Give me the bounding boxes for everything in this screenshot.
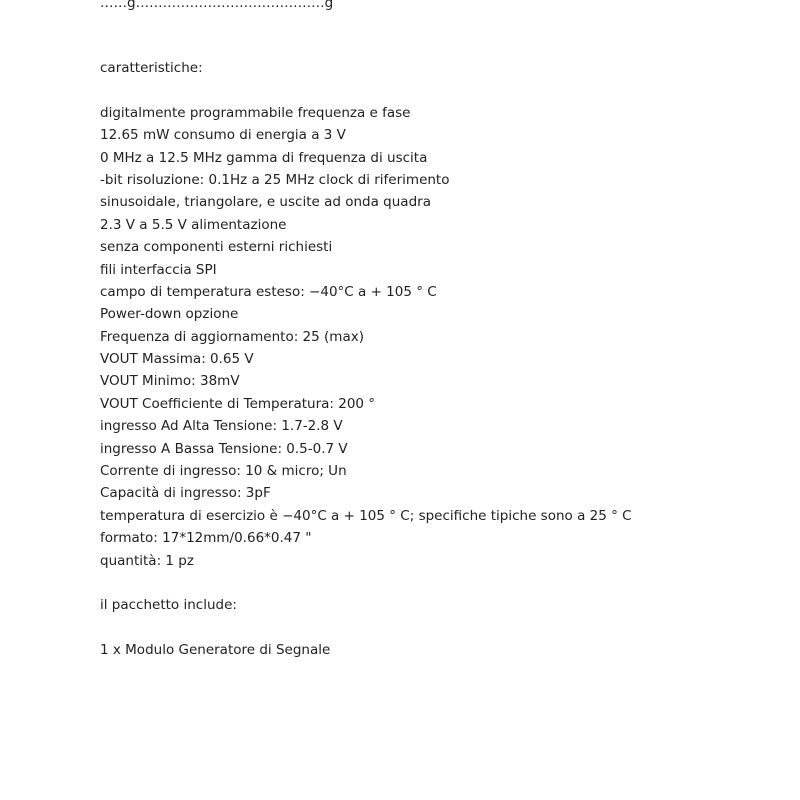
feature-item: fili interfaccia SPI [100,261,217,278]
package-item: 1 x Modulo Generatore di Segnale [100,642,331,659]
feature-item: quantità: 1 pz [100,552,194,569]
feature-item: Capacità di ingresso: 3pF [100,485,271,502]
feature-item: VOUT Minimo: 38mV [100,373,240,390]
feature-item: senza componenti esterni richiesti [100,239,333,256]
blank-line [100,79,632,101]
feature-item: temperatura di esercizio è −40°C a + 105 ° C; specifiche tipiche sono a 25 ° C [100,507,632,524]
cutoff-text-line: ……g……………………………………g [100,0,334,11]
features-heading: caratteristiche: [100,60,203,76]
feature-item: formato: 17*12mm/0.66*0.47 " [100,530,312,547]
feature-item: VOUT Massima: 0.65 V [100,351,254,368]
feature-item: 0 MHz a 12.5 MHz gamma di frequenza di uscita [100,149,428,166]
feature-item: 12.65 mW consumo di energia a 3 V [100,127,346,144]
feature-item: campo di temperatura esteso: −40°C a + 105 ° C [100,283,437,300]
feature-item: ingresso Ad Alta Tensione: 1.7-2.8 V [100,418,343,435]
feature-item: sinusoidale, triangolare, e uscite ad onda quadra [100,194,431,211]
feature-item: Power-down opzione [100,306,239,323]
feature-item: Corrente di ingresso: 10 & micro; Un [100,463,347,480]
package-heading: il pacchetto include: [100,597,237,614]
feature-item: 2.3 V a 5.5 V alimentazione [100,216,287,233]
feature-item: digitalmente programmabile frequenza e fase [100,104,411,121]
blank-line [100,617,632,639]
description-body [100,57,632,662]
feature-item: ingresso A Bassa Tensione: 0.5-0.7 V [100,440,348,457]
feature-item: Frequenza di aggiornamento: 25 (max) [100,328,364,345]
package-list [100,639,632,661]
blank-line [100,572,632,594]
features-list [100,102,632,572]
feature-item: VOUT Coefficiente di Temperatura: 200 ° [100,395,376,412]
feature-item: -bit risoluzione: 0.1Hz a 25 MHz clock di riferimento [100,171,450,188]
